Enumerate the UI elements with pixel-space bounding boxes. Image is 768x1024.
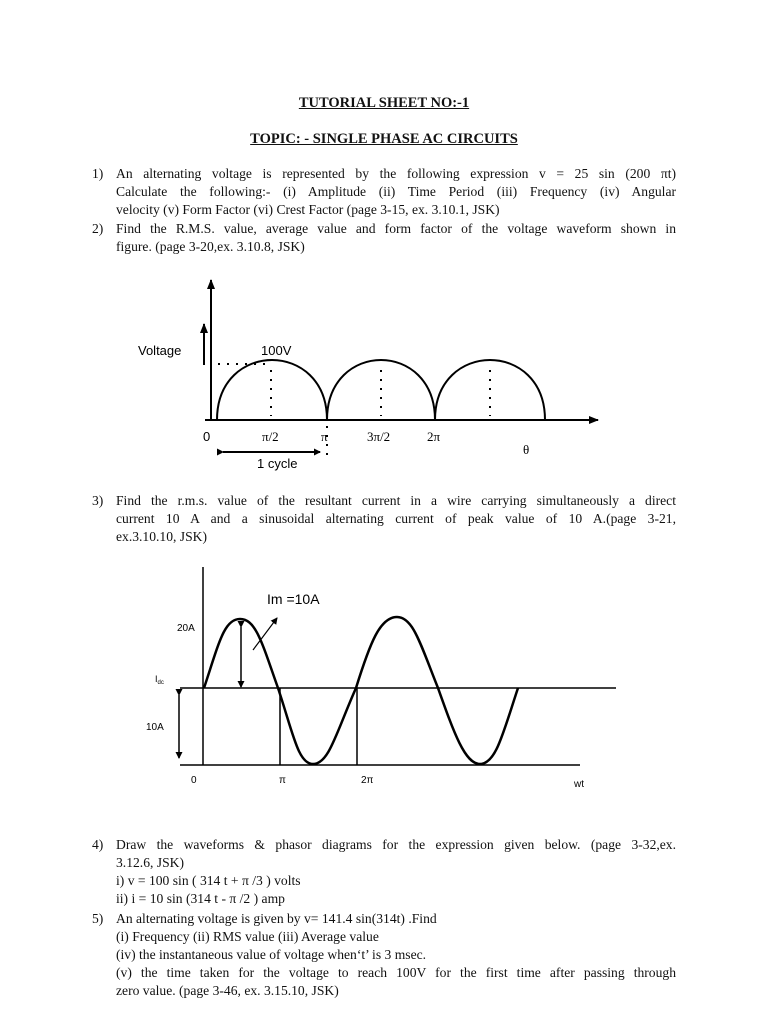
idc-label	[155, 674, 164, 686]
question-number: 4)	[92, 837, 104, 852]
question-line: current 10 A and a sinusoidal alternating current of peak value of 10 A.(page 3-21,	[116, 511, 676, 526]
question-line: figure. (page 3-20,ex. 3.10.8, JSK)	[116, 239, 305, 254]
question-5	[92, 910, 676, 1000]
question-line: Find the R.M.S. value, average value and form factor of the voltage waveform shown in	[116, 221, 676, 236]
pi-label: π	[279, 775, 286, 786]
wt-label: wt	[574, 779, 584, 790]
origin-label: 0	[191, 775, 197, 786]
topic-heading: TOPIC: - SINGLE PHASE AC CIRCUITS	[250, 131, 518, 147]
tick-label: π	[321, 429, 328, 444]
question-line: 3.12.6, JSK)	[116, 855, 184, 870]
question-line: i) v = 100 sin ( 314 t + π /3 ) volts	[116, 873, 301, 888]
question-line: ii) i = 10 sin (314 t - π /2 ) amp	[116, 891, 285, 906]
question-line: (iv) the instantaneous value of voltage when‘t’ is 3 msec.	[116, 947, 427, 962]
question-3	[92, 492, 676, 546]
tick-label: 2π	[427, 429, 441, 444]
origin-label: 0	[203, 429, 211, 444]
question-number: 2)	[92, 221, 104, 236]
question-2	[92, 220, 676, 256]
question-line: (v) the time taken for the voltage to reach 100V for the first time after passing through	[116, 965, 676, 980]
question-number: 5)	[92, 911, 104, 926]
question-4	[92, 836, 676, 908]
figure-dc-ac-current	[0, 555, 768, 805]
peak-label: 100V	[261, 343, 292, 358]
tick-label: π/2	[262, 429, 279, 444]
voltage-label: Voltage	[138, 343, 182, 358]
question-number: 1)	[92, 166, 104, 181]
peak-20a-label: 20A	[177, 623, 195, 634]
im-label: Im =10A	[267, 591, 320, 607]
question-line: Find the r.m.s. value of the resultant current in a wire carrying simultaneously a direct	[116, 493, 676, 508]
question-line: ex.3.10.10, JSK)	[116, 529, 208, 544]
question-line: (i) Frequency (ii) RMS value (iii) Average value	[116, 929, 379, 944]
question-line: An alternating voltage is given by v= 141.4 sin(314t) .Find	[116, 911, 437, 926]
dc-10a-label: 10A	[146, 722, 164, 733]
question-1	[92, 165, 676, 219]
question-line: zero value. (page 3-46, ex. 3.15.10, JSK)	[116, 983, 339, 998]
cycle-label: 1 cycle	[257, 456, 298, 471]
question-line: Calculate the following:- (i) Amplitude (ii) Time Period (iii) Frequency (iv) Angular	[116, 184, 676, 199]
idc-main: I	[155, 674, 158, 684]
figure-rectified-voltage	[0, 270, 768, 480]
two-pi-label: 2π	[361, 775, 374, 786]
tick-label: 3π/2	[367, 429, 391, 444]
theta-label: θ	[523, 442, 530, 457]
sheet-title: TUTORIAL SHEET NO:-1	[298, 95, 470, 111]
question-line: An alternating voltage is represented by the following expression v = 25 sin (200 πt)	[116, 166, 676, 181]
question-number: 3)	[92, 493, 104, 508]
current-waveform	[204, 617, 518, 764]
idc-subscript: dc	[157, 680, 164, 686]
question-line: velocity (v) Form Factor (vi) Crest Factor (page 3-15, ex. 3.10.1, JSK)	[116, 202, 500, 217]
question-line: Draw the waveforms & phasor diagrams for the expression given below. (page 3-32,ex.	[116, 837, 676, 852]
